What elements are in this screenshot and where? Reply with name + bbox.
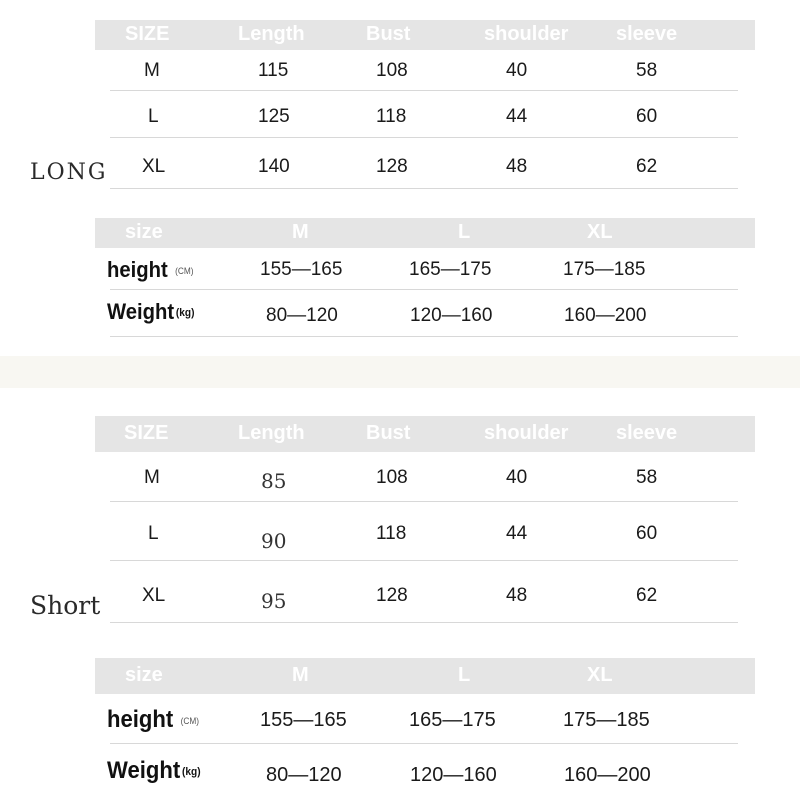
fit-value-cell: 155—165 <box>260 259 343 280</box>
row-divider <box>110 501 738 502</box>
row-divider <box>110 289 738 290</box>
shoulder-cell: 48 <box>506 585 528 606</box>
sleeve-cell: 58 <box>636 60 658 81</box>
bust-cell: 118 <box>376 523 407 544</box>
fit-label-text: Weight <box>107 299 175 324</box>
fit-value-cell: 155—165 <box>260 709 347 731</box>
fit-label-text: height <box>107 257 168 282</box>
shoulder-cell: 44 <box>506 523 528 544</box>
short-size-section <box>0 388 800 800</box>
header-xl: XL <box>587 221 613 243</box>
size-table-header <box>95 416 755 452</box>
fit-label-text: height <box>107 706 174 733</box>
shoulder-cell: 40 <box>506 467 528 488</box>
bust-cell: 108 <box>376 467 408 488</box>
header-size: SIZE <box>125 23 170 45</box>
header-l: L <box>458 221 471 243</box>
size-cell: M <box>144 60 160 81</box>
fit-table-header <box>95 658 755 694</box>
size-cell: L <box>148 523 159 544</box>
fit-label-weight <box>107 299 194 325</box>
header-bust: Bust <box>366 23 411 45</box>
fit-value-cell: 80—120 <box>266 305 338 326</box>
section-label-long: LONG <box>30 160 108 185</box>
shoulder-cell: 40 <box>506 60 528 81</box>
bust-cell: 118 <box>376 106 407 127</box>
row-divider <box>110 90 738 91</box>
header-xl: XL <box>587 664 613 686</box>
size-cell: XL <box>142 156 166 177</box>
header-length: Length <box>238 23 305 45</box>
section-label-short: Short <box>30 591 101 620</box>
fit-value-cell: 165—175 <box>409 259 492 280</box>
length-cell: 140 <box>258 156 290 177</box>
shoulder-cell: 48 <box>506 156 528 177</box>
size-cell: M <box>144 467 160 488</box>
length-cell: 95 <box>261 589 287 613</box>
fit-value-cell: 160—200 <box>564 764 651 786</box>
length-cell: 85 <box>261 469 287 493</box>
header-size: size <box>125 221 163 243</box>
header-sleeve: sleeve <box>616 23 678 45</box>
fit-value-cell: 80—120 <box>266 764 342 786</box>
size-cell: XL <box>142 585 166 606</box>
header-m: M <box>292 221 309 243</box>
fit-value-cell: 165—175 <box>409 709 496 731</box>
sleeve-cell: 62 <box>636 585 658 606</box>
bust-cell: 128 <box>376 156 408 177</box>
fit-label-height <box>107 706 199 734</box>
fit-value-cell: 160—200 <box>564 305 647 326</box>
length-cell: 115 <box>258 60 289 81</box>
sleeve-cell: 58 <box>636 467 658 488</box>
header-shoulder: shoulder <box>484 23 569 45</box>
unit-label: (CM) <box>180 715 199 726</box>
sleeve-cell: 60 <box>636 523 658 544</box>
fit-value-cell: 175—185 <box>563 259 646 280</box>
row-divider <box>110 336 738 337</box>
unit-label: (kg) <box>182 765 201 778</box>
bust-cell: 108 <box>376 60 408 81</box>
size-table-header <box>95 20 755 50</box>
fit-table-header <box>95 218 755 248</box>
fit-value-cell: 120—160 <box>410 305 493 326</box>
section-divider-band <box>0 356 800 388</box>
fit-value-cell: 120—160 <box>410 764 497 786</box>
header-length: Length <box>238 422 305 444</box>
long-size-section <box>0 0 800 356</box>
unit-label: (CM) <box>175 266 194 277</box>
fit-value-cell: 175—185 <box>563 709 650 731</box>
row-divider <box>110 137 738 138</box>
fit-label-height <box>107 257 193 283</box>
length-cell: 90 <box>261 529 287 553</box>
unit-label: (kg) <box>175 307 195 320</box>
header-l: L <box>458 664 471 686</box>
row-divider <box>110 743 738 744</box>
sleeve-cell: 60 <box>636 106 658 127</box>
header-size: size <box>125 664 163 686</box>
row-divider <box>110 622 738 623</box>
header-shoulder: shoulder <box>484 422 569 444</box>
length-cell: 125 <box>258 106 290 127</box>
header-bust: Bust <box>366 422 411 444</box>
fit-label-weight <box>107 757 201 785</box>
row-divider <box>110 560 738 561</box>
size-cell: L <box>148 106 159 127</box>
bust-cell: 128 <box>376 585 408 606</box>
header-size: SIZE <box>124 422 169 444</box>
row-divider <box>110 188 738 189</box>
header-sleeve: sleeve <box>616 422 678 444</box>
fit-label-text: Weight <box>107 757 181 784</box>
sleeve-cell: 62 <box>636 156 658 177</box>
header-m: M <box>292 664 309 686</box>
shoulder-cell: 44 <box>506 106 528 127</box>
